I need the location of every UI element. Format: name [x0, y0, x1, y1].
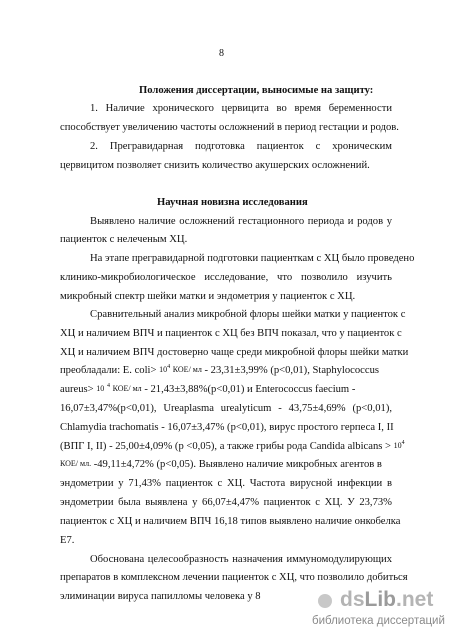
page-number: 8 — [219, 48, 224, 59]
novelty-p4-line-2: препаратов в комплексном лечении пациенток с ХЦ, что позволило добиться — [60, 572, 408, 583]
novelty-p3-line-3: ХЦ и наличием ВПЧ достоверно чаще среди микробной флоры шейки матки — [60, 347, 409, 358]
section-heading-defense: Положения диссертации, выносимые на защиту: — [139, 85, 374, 96]
dslib-watermark — [312, 588, 445, 632]
novelty-p3-line-5 — [60, 383, 355, 398]
novelty-p2-line-1: На этапе прегравидарной подготовки пациенткам с ХЦ было проведено — [90, 253, 415, 264]
dslib-logo-icon — [318, 594, 332, 608]
novelty-p3-line-7: Chlamydia trachomatis - 16,07±3,47% (p<0,01), вирус простого герпеса I, II — [60, 422, 394, 433]
defense-item-2-line-1: 2. Прегравидарная подготовка пациенток с хроническим — [90, 141, 392, 152]
defense-item-1-line-1: 1. Наличие хронического цервицита во время беременности — [90, 103, 392, 114]
cfu-unit: КОЕ/ мл. — [60, 459, 92, 468]
logo-prefix: ds — [340, 588, 365, 611]
text-segment: (ВПГ I, II) - 25,00±4,09% (p <0,05), а также грибы рода Candida albicans > — [60, 441, 391, 452]
novelty-p3-line-2: ХЦ и наличием ВПЧ и пациенток с ХЦ без ВПЧ показал, что у пациенток с — [60, 328, 402, 339]
cfu-base: 10 — [96, 384, 105, 393]
novelty-p3-line-8 — [60, 440, 405, 455]
dslib-tagline: библиотека диссертаций — [312, 615, 445, 627]
cfu-base: 10 — [393, 441, 402, 450]
cfu-exponent: 4 — [106, 383, 110, 389]
text-segment: -49,11±4,72% (p<0,05). Выявлено наличие микробных агентов в — [93, 459, 382, 470]
cfu-exponent: 4 — [401, 440, 405, 446]
dslib-logo-text — [340, 588, 433, 612]
novelty-p3-line-1: Сравнительный анализ микробной флоры шейки матки у пациенток с — [90, 309, 406, 320]
novelty-p2-line-2: клинико-микробиологическое исследование, что позволило изучить — [60, 272, 392, 283]
novelty-p3-line-11: эндометрии была выявлена у 66,07±4,47% пациенток с ХЦ. У 23,73% — [60, 497, 392, 508]
text-segment: - 21,43±3,88%(p<0,01) и Enterococcus faecium - — [144, 384, 356, 395]
text-segment: aureus> — [60, 384, 94, 395]
novelty-p3-line-6: 16,07±3,47%(p<0,01), Ureaplasma urealyticum - 43,75±4,69% (p<0,01), — [60, 403, 392, 414]
defense-item-2-line-2: цервицитом позволяет снизить количество акушерских осложнений. — [60, 160, 370, 171]
defense-item-1-line-2: способствует увеличению частоты осложнений в период гестации и родов. — [60, 122, 399, 133]
text-segment: преобладали: E. coli> — [60, 365, 157, 376]
logo-suffix: .net — [396, 588, 434, 611]
novelty-p2-line-3: микробный спектр шейки матки и эндометрия у пациенток с ХЦ. — [60, 291, 356, 302]
cfu-unit: КОЕ/ мл — [172, 365, 202, 374]
cfu-base: 10 — [159, 365, 168, 374]
novelty-p1-line-2: пациенток с нелеченым ХЦ. — [60, 234, 188, 245]
section-heading-novelty: Научная новизна исследования — [157, 197, 308, 208]
logo-main: Lib — [364, 588, 397, 611]
text-segment: - 23,31±3,99% (p<0,01), Staphylococcus — [204, 365, 379, 376]
cfu-unit: КОЕ/ мл — [112, 384, 142, 393]
novelty-p1-line-1: Выявлено наличие осложнений гестационного периода и родов у — [90, 216, 392, 227]
novelty-p4-line-3: элиминации вируса папилломы человека у 8 — [60, 591, 261, 602]
novelty-p3-line-12: пациенток с ХЦ и наличием ВПЧ 16,18 типов выявлено наличие онкобелка — [60, 516, 401, 527]
cfu-exponent: 4 — [167, 364, 171, 370]
novelty-p3-line-9 — [60, 458, 382, 471]
novelty-p3-line-10: эндометрии у 71,43% пациенток с ХЦ. Частота вирусной инфекции в — [60, 478, 392, 489]
novelty-p4-line-1: Обоснована целесообразность назначения иммуномодулирующих — [90, 554, 392, 565]
novelty-p3-line-4 — [60, 364, 379, 379]
novelty-p3-line-13: Е7. — [60, 535, 75, 546]
